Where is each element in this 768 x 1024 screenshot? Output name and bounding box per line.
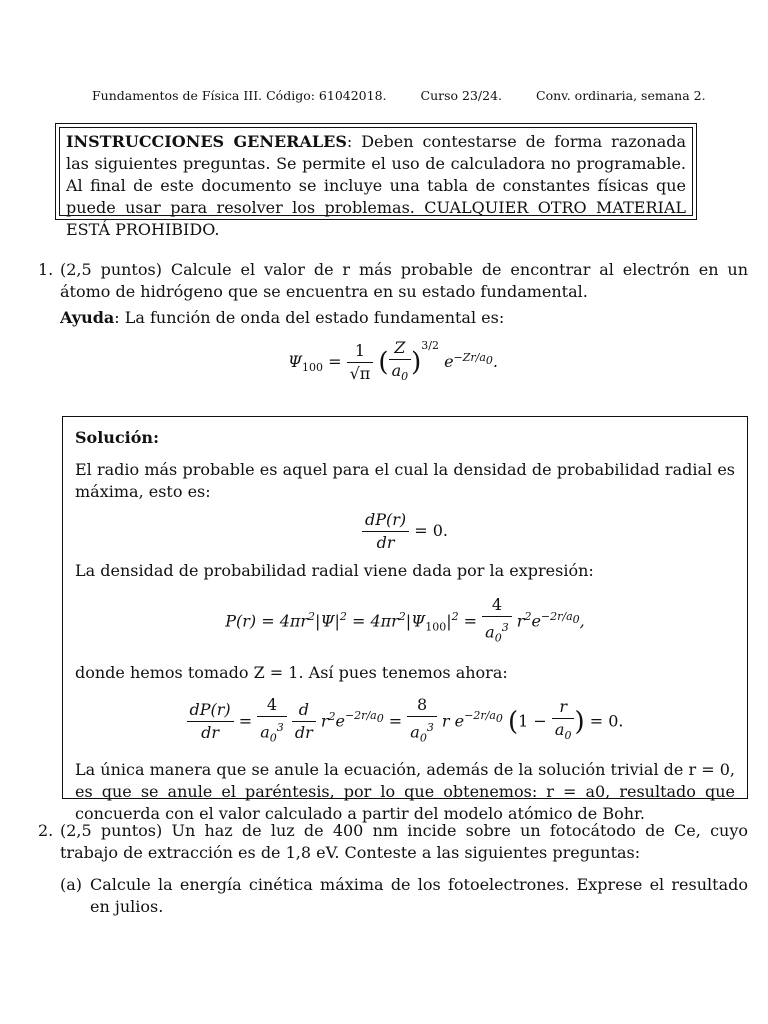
- page-header: [92, 88, 706, 103]
- hint-label: Ayuda: [60, 308, 115, 327]
- exam-session: Conv. ordinaria, semana 2.: [536, 88, 706, 103]
- wavefunction-equation: $\Psi_{100}$ = $\frac{1}{√\pi}$ ( $\frac{Z}{a_0}$ )$^{3/2}$ $e^{-Zr/a_0}$.: [287, 337, 499, 384]
- hint-text: : La función de onda del estado fundamental es:: [114, 308, 505, 327]
- question-text: (2,5 puntos) Un haz de luz de 400 nm incide sobre un fotocátodo de Ce, cuyo trabajo de extracción es de 1,8 eV. Conteste a las siguientes preguntas:: [60, 821, 748, 862]
- subquestion-a: [60, 874, 748, 918]
- solution-paragraph-2: La densidad de probabilidad radial viene dada por la expresión:: [75, 561, 594, 580]
- solution-equation-1: $\frac{dP(r)}{dr}$ = 0.: [75, 509, 735, 554]
- question-1: [38, 259, 748, 388]
- instructions-inner: [59, 127, 693, 239]
- solution-title: Solución:: [75, 428, 159, 447]
- course-year: Curso 23/24.: [420, 88, 503, 103]
- solution-paragraph-3: donde hemos tomado Z = 1. Así pues tenemos ahora:: [75, 662, 508, 682]
- solution-paragraph-1: El radio más probable es aquel para el cual la densidad de probabilidad radial es máxima, esto es:: [75, 460, 735, 501]
- course-name: Fundamentos de Física III. Código: 61042018.: [92, 88, 387, 103]
- question-2: [38, 820, 748, 918]
- instructions-text: : Deben contestarse de forma razonada las siguientes preguntas. Se permite el uso de calculadora no programable. Al final de este documento se incluye una tabla de constantes físicas que puede usar para resolver los problemas. CUALQUIER OTRO MATERIAL ESTÁ PROHIBIDO.: [66, 132, 687, 239]
- solution-equation-3: $\frac{dP(r)}{dr}$ = $\frac{4}{a_0^3}$ $\frac{d}{dr}$ $r^2e^{-2r/a_0}$ = $\frac{8}{a_0^3}$ r $e^{-2r/a_0}$ (1 − $\frac{r}{a_0}$ ) = 0.: [75, 694, 735, 750]
- instructions-box: [55, 123, 697, 239]
- subquestion-label: (a): [60, 875, 83, 894]
- question-text: (2,5 puntos) Calcule el valor de r más probable de encontrar al electrón en un átomo de hidrógeno que se encuentra en su estado fundamental.: [60, 260, 748, 301]
- subquestion-text: Calcule la energía cinética máxima de los fotoelectrones. Exprese el resultado en julios.: [90, 875, 748, 916]
- solution-paragraph-4: La única manera que se anule la ecuación, además de la solución trivial de r = 0, es que se anule el paréntesis, por lo que obtenemos: r = a0, resultado que concuerda con el valor calculado a partir del modelo atómico de Bohr.: [75, 760, 735, 824]
- question-number: 2.: [38, 821, 54, 840]
- instructions-heading: INSTRUCCIONES GENERALES: [66, 132, 347, 151]
- solution-box: [62, 416, 748, 824]
- question-number: 1.: [38, 260, 54, 279]
- solution-equation-2: $P(r) = 4\pi r^2|\Psi|^2 = 4\pi r^2|\Psi_{100}|^2$ = $\frac{4}{a_0^3}$ $r^2e^{-2r/a_0}$,: [225, 595, 585, 645]
